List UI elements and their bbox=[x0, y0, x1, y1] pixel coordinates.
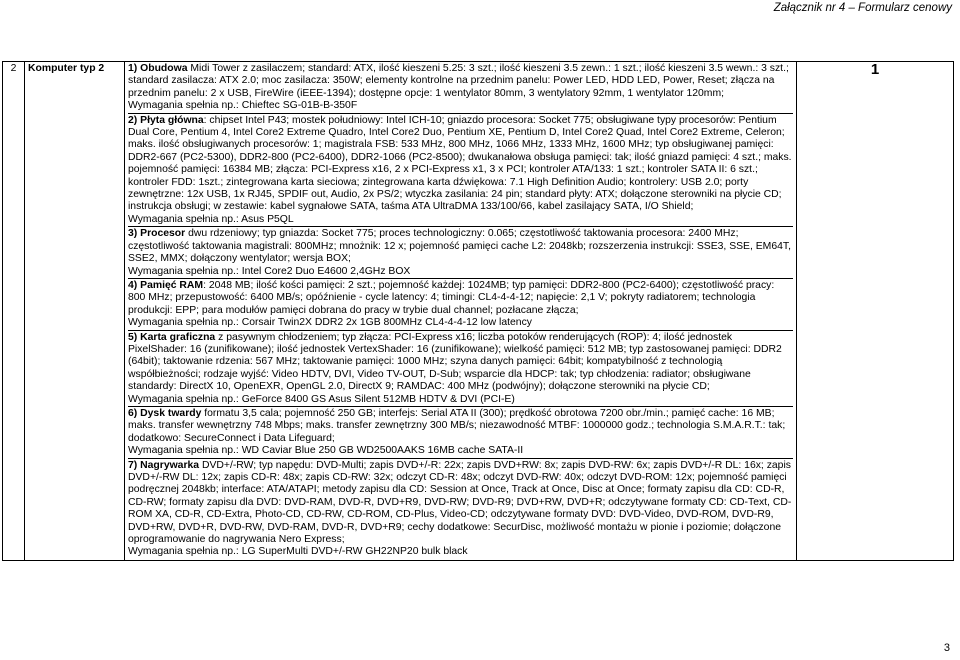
item-name: Komputer typ 2 bbox=[25, 62, 125, 561]
document-header-note: Załącznik nr 4 – Formularz cenowy bbox=[773, 2, 952, 14]
spec-section-case: 1) Obudowa Midi Tower z zasilaczem; standard: ATX, ilość kieszeni 5.25: 3 szt.; ilość kieszeni 3.5 zewn.: 1 szt.; ilość kieszeni 3.5 wewn.: 3 szt.; standard zasilacza: ATX 2.0; moc zasilacza: 350W; elementy kontrolne na przednim panelu: Power LED, HDD LED, Power, Reset; złącza na przednim panelu: 2 x USB, FireWire (iEEE-1394); dostępne opcje: 1 wentylator 80mm, 3 wentylatory 92mm, 1 wentylator 120mm; Wymagania spełnia np.: Chieftec SG-01B-B-350F bbox=[128, 63, 793, 114]
spec-section-dvd-writer: 7) Nagrywarka DVD+/-RW; typ napędu: DVD-Multi; zapis DVD+/-R: 22x; zapis DVD+RW: 8x; zapis DVD-RW: 6x; zapis DVD+/-R DL: 16x; zapis DVD+/-RW DL: 12x; zapis CD-R: 48x; zapis CD-RW: 32x; odczyt CD-R: 48x; odczyt DVD-RW: 40x; odczyt DVD-ROM: 12x; pojemność pamięci podręcznej 2048kb; interface: ATA/ATAPI; metody zapisu dla CD: Session at Once, Track at Once, Disc at Once; formaty zapisu dla CD: CD-R, CD-RW; formaty zapisu dla DVD: DVD-RAM, DVD-R, DVD+R9, DVD-RW; DVD-R9; DVD+RW, DVD+R; odczytywane formaty CD: CD-Text, CD-ROM XA, CD-R, CD-Extra, Photo-CD, CD-RW, CD-ROM, CD-Plus, Video-CD; odczytywane formaty DVD: DVD-Video, DVD-ROM, DVD-R9, DVD+RW, DVD+R, DVD-RW, DVD-RAM, DVD-R, DVD+R9; cechy dodatkowe: SecurDisc, możliwość montażu w pionie i poziomie; dołączone oprogramowanie do nagrywania Nero Express; Wymagania spełnia np.: LG SuperMulti DVD+/-RW GH22NP20 bulk black bbox=[128, 459, 792, 558]
spec-title: Obudowa bbox=[140, 63, 188, 74]
spec-body: : 2048 MB; ilość kości pamięci: 2 szt.; pojemność każdej: 1024MB; typ pamięci: DDR2-800 (PC2-6400); częstotliwość pracy: 800 MHz; przepustowość: 6400 MB/s; opóźnienie - cycle latency: 4; timingi: CL4-4-4-12; napięcie: 2,1 V; pokryty radiatorem; technologia produkcji: EPP; para modułów pamięci dobrana do pracy w trybie dual channel; pozłacane złącza; bbox=[128, 279, 775, 316]
spec-title: Nagrywarka bbox=[140, 459, 200, 471]
spec-section-processor: 3) Procesor dwu rdzeniowy; typ gniazda: Socket 775; proces technologiczny: 0.065; częstotliwość taktowania procesora: 2400 MHz; częstotliwość taktowania magistrali: 800MHz; mnożnik: 12 x; pojemność pamięci cache L2: 2048kb; rozszerzenia instrukcji: SSE3, SSE, EM64T, SSE2, MMX; dołączony wentylator; wersja BOX; Wymagania spełnia np.: Intel Core2 Duo E4600 2,4GHz BOX bbox=[128, 228, 793, 279]
specification-cell bbox=[125, 62, 797, 561]
price-form-table bbox=[2, 61, 954, 561]
spec-requirement: Wymagania spełnia np.: GeForce 8400 GS Asus Silent 512MB HDTV & DVI (PCI-E) bbox=[128, 393, 515, 405]
spec-requirement: Wymagania spełnia np.: WD Caviar Blue 250 GB WD2500AAKS 16MB cache SATA-II bbox=[128, 445, 524, 457]
spec-body: : chipset Intel P43; mostek południowy: Intel ICH-10; gniazdo procesora: Socket 775; obsługiwane typy procesorów: Pentium Dual Core, Pentium 4, Intel Core2 Extreme Quadro, Intel Core2 Duo, Pentium XE, Pentium D, Intel Core2 Quad, Intel Core2 Extreme, Celeron; maks. ilość obsługiwanych procesorów: 1; magistrala FSB: 533 MHz, 800 MHz, 1066 MHz, 1333 MHz, 1600 MHz; typ obsługiwanej pamięci: DDR2-667 (PC2-5300), DDR2-800 (PC2-6400), DDR2-1066 (PC2-8500); dwukanałowa obsługa pamięci: tak; ilość gniazd pamięci: 4 szt.; maks. pojemność pamięci: 16384 MB; złącza: PCI-Express x16, 2 x PCI-Express x1, 3 x PCI; kontroler ATA/133: 1 szt.; kontroler SATA II: 6 szt.; kontroler FDD: 1szt.; zintegrowana karta sieciowa; zintegrowana karta dźwiękowa: 7.1 High Definition Audio; kontrolery: USB 2.0; porty zewnętrzne: 12x USB, 1x RJ45, SPDIF out, Audio, 2x PS/2; wtyczka zasilania: 24 pin; standard płyty: ATX; dołączone sterowniki na płycie CD; instrukcja obsługi; w zestawie: kabel sygnałowe SATA, taśma ATA UltraDMA 133/100/66, kabel zasilający SATA, I/O Shield; bbox=[128, 114, 792, 213]
spec-requirement: Wymagania spełnia np.: Chieftec SG-01B-B-350F bbox=[128, 100, 358, 112]
spec-requirement: Wymagania spełnia np.: Asus P5QL bbox=[128, 213, 294, 225]
spec-title: Płyta główna bbox=[140, 114, 204, 126]
row-number: 2 bbox=[3, 62, 25, 561]
table-row bbox=[3, 62, 954, 561]
spec-title: Karta graficzna bbox=[140, 331, 216, 343]
spec-title: Procesor bbox=[140, 228, 186, 240]
spec-title: Pamięć RAM bbox=[140, 279, 204, 291]
spec-requirement: Wymagania spełnia np.: Intel Core2 Duo E4600 2,4GHz BOX bbox=[128, 265, 411, 277]
spec-section-hdd: 6) Dysk twardy formatu 3,5 cala; pojemność 250 GB; interfejs: Serial ATA II (300); prędkość obrotowa 7200 obr./min.; pamięć cache: 16 MB; maks. transfer wewnętrzny 748 Mbps; maks. transfer zewnętrzny 300 MB/s; niezawodność MTBF: 1000000 godz.; technologia S.M.A.R.T.: tak; dodatkowo: SecureConnect i Data Lifeguard; Wymagania spełnia np.: WD Caviar Blue 250 GB WD2500AAKS 16MB cache SATA-II bbox=[128, 408, 793, 459]
spec-section-graphics: 5) Karta graficzna z pasywnym chłodzeniem; typ złącza: PCI-Express x16; liczba potoków renderujących (ROP): 4; ilość jednostek PixelShader: 16 (zunifikowane); ilość jednostek VertexShader: 16 (zunifikowane); wielkość pamięci: 512 MB; typ zastosowanej pamięci: DDR2 (64bit); taktowanie rdzenia: 567 MHz; taktowanie pamięci: 1000 MHz; szyna danych pamięci: 64bit; kompatybilność z technologią współbieżności; rodzaje wyjść: Video HDTV, DVI, Video TV-OUT, D-Sub; wsparcie dla HDCP: tak; typ chłodzenia: radiator; obsługiwane standardy: DirectX 10, OpenEXR, OpenGL 2.0, DirectX 9; RAMDAC: 400 MHz (podwójny); dołączone sterowniki na płycie CD; Wymagania spełnia np.: GeForce 8400 GS Asus Silent 512MB HDTV & DVI (PCI-E) bbox=[128, 332, 793, 407]
quantity: 1 bbox=[797, 62, 954, 561]
spec-title: Dysk twardy bbox=[140, 407, 202, 419]
spec-section-motherboard: 2) Płyta główna: chipset Intel P43; mostek południowy: Intel ICH-10; gniazdo procesora: Socket 775; obsługiwane typy procesorów: Pentium Dual Core, Pentium 4, Intel Core2 Extreme Quadro, Intel Core2 Duo, Pentium XE, Pentium D, Intel Core2 Quad, Intel Core2 Extreme, Celeron; maks. ilość obsługiwanych procesorów: 1; magistrala FSB: 533 MHz, 800 MHz, 1066 MHz, 1333 MHz, 1600 MHz; typ obsługiwanej pamięci: DDR2-667 (PC2-5300), DDR2-800 (PC2-6400), DDR2-1066 (PC2-8500); dwukanałowa obsługa pamięci: tak; ilość gniazd pamięci: 4 szt.; maks. pojemność pamięci: 16384 MB; złącza: PCI-Express x16, 2 x PCI-Express x1, 3 x PCI; kontroler ATA/133: 1 szt.; kontroler SATA II: 6 szt.; kontroler FDD: 1szt.; zintegrowana karta sieciowa; zintegrowana karta dźwiękowa: 7.1 High Definition Audio; kontrolery: USB 2.0; porty zewnętrzne: 12x USB, 1x RJ45, SPDIF out, Audio, 2x PS/2; wtyczka zasilania: 24 pin; standard płyty: ATX; dołączone sterowniki na płycie CD; instrukcja obsługi; w zestawie: kabel sygnałowe SATA, taśma ATA UltraDMA 133/100/66, kabel zasilający SATA, I/O Shield; Wymagania spełnia np.: Asus P5QL bbox=[128, 115, 793, 228]
spec-body: dwu rdzeniowy; typ gniazda: Socket 775; proces technologiczny: 0.065; częstotliwość taktowania procesora: 2400 MHz; częstotliwość taktowania magistrali: 800MHz; mnożnik: 12 x; pojemność pamięci cache L2: 2048kb; rozszerzenia instrukcji: SSE3, SSE, EM64T, SSE2, MMX; dołączony wentylator; wersja BOX; bbox=[128, 228, 791, 265]
spec-body: formatu 3,5 cala; pojemność 250 GB; interfejs: Serial ATA II (300); prędkość obrotowa 7200 obr./min.; pamięć cache: 16 MB; maks. transfer wewnętrzny 748 Mbps; maks. transfer zewnętrzny 300 MB/s; niezawodność MTBF: 1000000 godz.; technologia S.M.A.R.T.: tak; dodatkowo: SecureConnect i Data Lifeguard; bbox=[128, 407, 786, 444]
spec-body: Midi Tower z zasilaczem; standard: ATX, ilość kieszeni 5.25: 3 szt.; ilość kieszeni 3.5 zewn.: 1 szt.; ilość kieszeni 3.5 wewn.: 3 szt.; standard zasilacza: ATX 2.0; moc zasilacza: 350W; elementy kontrolne na przednim panelu: Power LED, HDD LED, Power, Reset; złącza na przednim panelu: 2 x USB, FireWire (iEEE-1394); dostępne opcje: 1 wentylator 80mm, 3 wentylatory 92mm, 1 wentylator 120mm; bbox=[128, 63, 789, 99]
spec-body: DVD+/-RW; typ napędu: DVD-Multi; zapis DVD+/-R: 22x; zapis DVD+RW: 8x; zapis DVD-RW: 6x; zapis DVD+/-R DL: 16x; zapis DVD+/-RW DL: 12x; zapis CD-R: 48x; zapis CD-RW: 32x; odczyt CD-R: 48x; odczyt DVD-RW: 40x; odczyt DVD-ROM: 12x; pojemność pamięci podręcznej 2048kb; interface: ATA/ATAPI; metody zapisu dla CD: Session at Once, Track at Once, Disc at Once; formaty zapisu dla CD: CD-R, CD-RW; formaty zapisu dla DVD: DVD-RAM, DVD-R, DVD+R9, DVD-RW; DVD-R9; DVD+RW, DVD+R; odczytywane formaty CD: CD-Text, CD-ROM XA, CD-R, CD-Extra, Photo-CD, CD-RW, CD-ROM, CD-Plus, Video-CD; odczytywane formaty DVD: DVD-Video, DVD-ROM, DVD-R9, DVD+RW, DVD+R, DVD-RW, DVD-RAM, DVD-R, DVD+R9; cechy dodatkowe: SecurDisc, możliwość montażu w pionie i poziomie; dołączone oprogramowanie do nagrywania Nero Express; bbox=[128, 459, 792, 546]
spec-section-ram: 4) Pamięć RAM: 2048 MB; ilość kości pamięci: 2 szt.; pojemność każdej: 1024MB; typ pamięci: DDR2-800 (PC2-6400); częstotliwość pracy: 800 MHz; przepustowość: 6400 MB/s; opóźnienie - cycle latency: 4; timingi: CL4-4-4-12; napięcie: 2,1 V; pokryty radiatorem; technologia produkcji: EPP; para modułów pamięci dobrana do pracy w trybie dual channel; pozłacane złącza; Wymagania spełnia np.: Corsair Twin2X DDR2 2x 1GB 800MHz CL4-4-4-12 low latency bbox=[128, 280, 793, 331]
page-number: 3 bbox=[943, 642, 950, 654]
spec-requirement: Wymagania spełnia np.: Corsair Twin2X DDR2 2x 1GB 800MHz CL4-4-4-12 low latency bbox=[128, 317, 532, 329]
spec-body: z pasywnym chłodzeniem; typ złącza: PCI-Express x16; liczba potoków renderujących (ROP): 4; ilość jednostek PixelShader: 16 (zunifikowane); ilość jednostek VertexShader: 16 (zunifikowane); wielkość pamięci: 512 MB; typ zastosowanej pamięci: DDR2 (64bit); taktowanie rdzenia: 567 MHz; taktowanie pamięci: 1000 MHz; szyna danych pamięci: 64bit; kompatybilność z technologią współbieżności; rodzaje wyjść: Video HDTV, DVI, Video TV-OUT, D-Sub; wsparcie dla HDCP: tak; typ chłodzenia: radiator; obsługiwane standardy: DirectX 10, OpenEXR, OpenGL 2.0, DirectX 9; RAMDAC: 400 MHz (podwójny); dołączone sterowniki na płycie CD; bbox=[128, 331, 782, 393]
spec-requirement: Wymagania spełnia np.: LG SuperMulti DVD+/-RW GH22NP20 bulk black bbox=[128, 546, 468, 558]
